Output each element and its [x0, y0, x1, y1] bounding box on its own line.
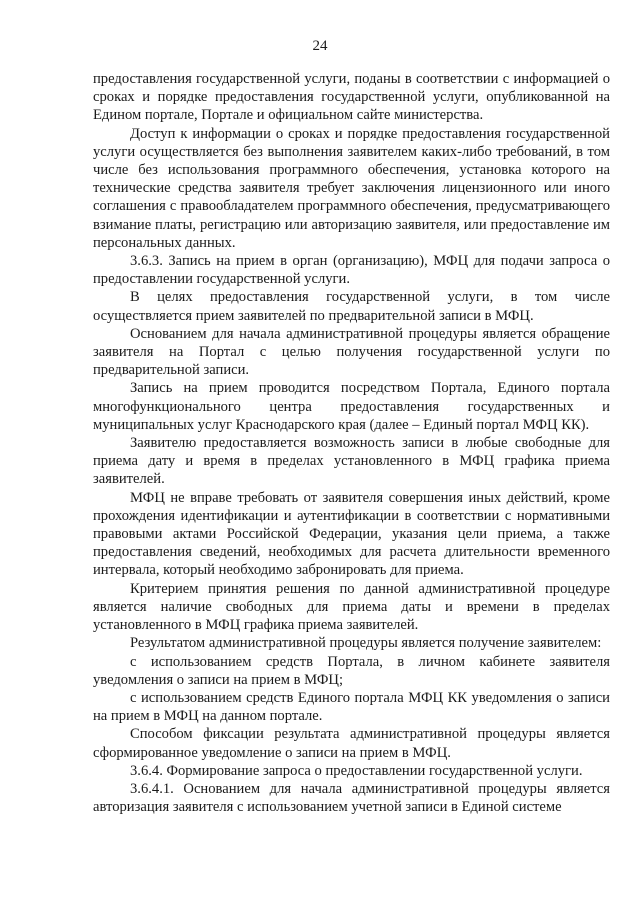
paragraph: предоставления государственной услуги, поданы в соответствии с информацией о сроках и порядке предоставления государственной услуги, опубликованной на Едином портале, Портале и официальном сайте министерства. [93, 71, 610, 124]
paragraph: Основанием для начала административной процедуры является обращение заявителя на Портал с целью получения государственной услуги по предварительной записи. [93, 325, 610, 379]
paragraph: Заявителю предоставляется возможность записи в любые свободные для приема дату и время в пределах установленного в МФЦ графика приема заявителей. [93, 435, 610, 488]
paragraph: Результатом административной процедуры является получение заявителем: [130, 635, 602, 652]
paragraph: В целях предоставления государственной услуги, в том числе осуществляется прием заявителей по предварительной записи в МФЦ. [93, 289, 610, 324]
paragraph: 3.6.3. Запись на прием в орган (организацию), МФЦ для подачи запроса о предоставлении государственной услуги. [93, 253, 610, 288]
page-number: 24 [312, 38, 328, 54]
paragraph: 3.6.4.1. Основанием для начала административной процедуры является авторизация заявителя с использованием учетной записи в Единой системе [93, 780, 610, 816]
paragraph: Доступ к информации о сроках и порядке предоставления государственной услуги осуществляется без выполнения заявителем каких-либо требований, в том числе без использования программного обеспечения, установка которого на технические средства заявителя требует заключения лицензионного или иного соглашения с правообладателем программного обеспечения, предусматривающего взимание платы, регистрацию или авторизацию заявителя, или предоставление им персональных данных. [93, 125, 610, 251]
paragraph: Критерием принятия решения по данной административной процедуре является наличие свободных для приема даты и времени в пределах установленного в МФЦ графика приема заявителей. [93, 580, 610, 634]
paragraph: с использованием средств Портала, в личном кабинете заявителя уведомления о записи на прием в МФЦ; [93, 653, 610, 688]
paragraph: 3.6.4. Формирование запроса о предоставлении государственной услуги. [130, 762, 583, 779]
paragraph: Способом фиксации результата административной процедуры является сформированное уведомление о записи на прием в МФЦ. [93, 726, 610, 761]
paragraph: МФЦ не вправе требовать от заявителя совершения иных действий, кроме прохождения идентификации и аутентификации в соответствии с нормативными правовыми актами Российской Федерации, указания цели приема, а также предоставления сведений, необходимых для расчета длительности временного интервала, который необходимо забронировать для приема. [93, 489, 610, 579]
document-body [93, 70, 610, 816]
paragraph: Запись на прием проводится посредством Портала, Единого портала многофункционального центра предоставления государственных и муниципальных услуг Краснодарского края (далее – Единый портал МФЦ КК). [93, 380, 610, 433]
paragraph: с использованием средств Единого портала МФЦ КК уведомления о записи на прием в МФЦ на данном портале. [93, 689, 610, 725]
